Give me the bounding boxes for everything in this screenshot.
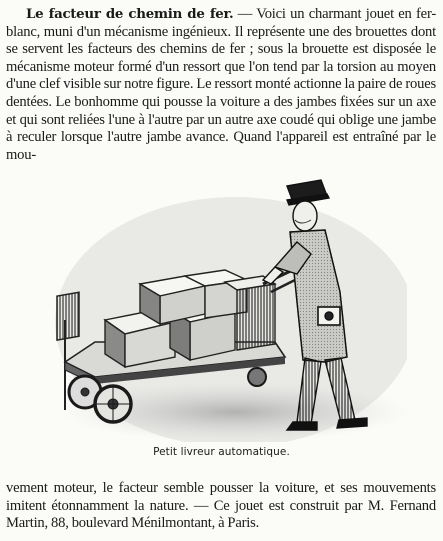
article-paragraph-bottom: vement moteur, le facteur semble pousser la voiture, et ses mouvements imitent étonnamment la nature. — Ce jouet est construit par M. Fernand Martin, 88, boulevard Ménilmontant, à Paris. xyxy=(6,480,436,532)
porter-cart-illustration xyxy=(35,172,407,442)
engraving-figure xyxy=(35,172,407,442)
title-dash: — xyxy=(233,6,257,22)
article-title: Le facteur de chemin de fer. xyxy=(26,6,234,22)
figure-caption: Petit livreur automatique. xyxy=(153,446,290,458)
article-body-top: Voici un charmant jouet en fer-blanc, muni d'un mécanisme ingénieux. Il représente une des brouettes dont se servent les facteurs des chemins de fer ; sous la brouette est disposée le mécanisme moteur formé d'un ressort que l'on tend par la torsion au moyen d'une clef visible sur notre figure. Le ressort monté actionne la paire de roues dentées. Le bonhomme qui pousse la voiture a des jambes fixées sur un axe et qui sont reliées l'une à l'autre par un autre axe coudé qui oblige une jambe à reculer lorsque l'autre jambe avance. Quand l'appareil est entraîné par le mou- xyxy=(6,6,436,163)
article-paragraph-top xyxy=(6,6,436,164)
